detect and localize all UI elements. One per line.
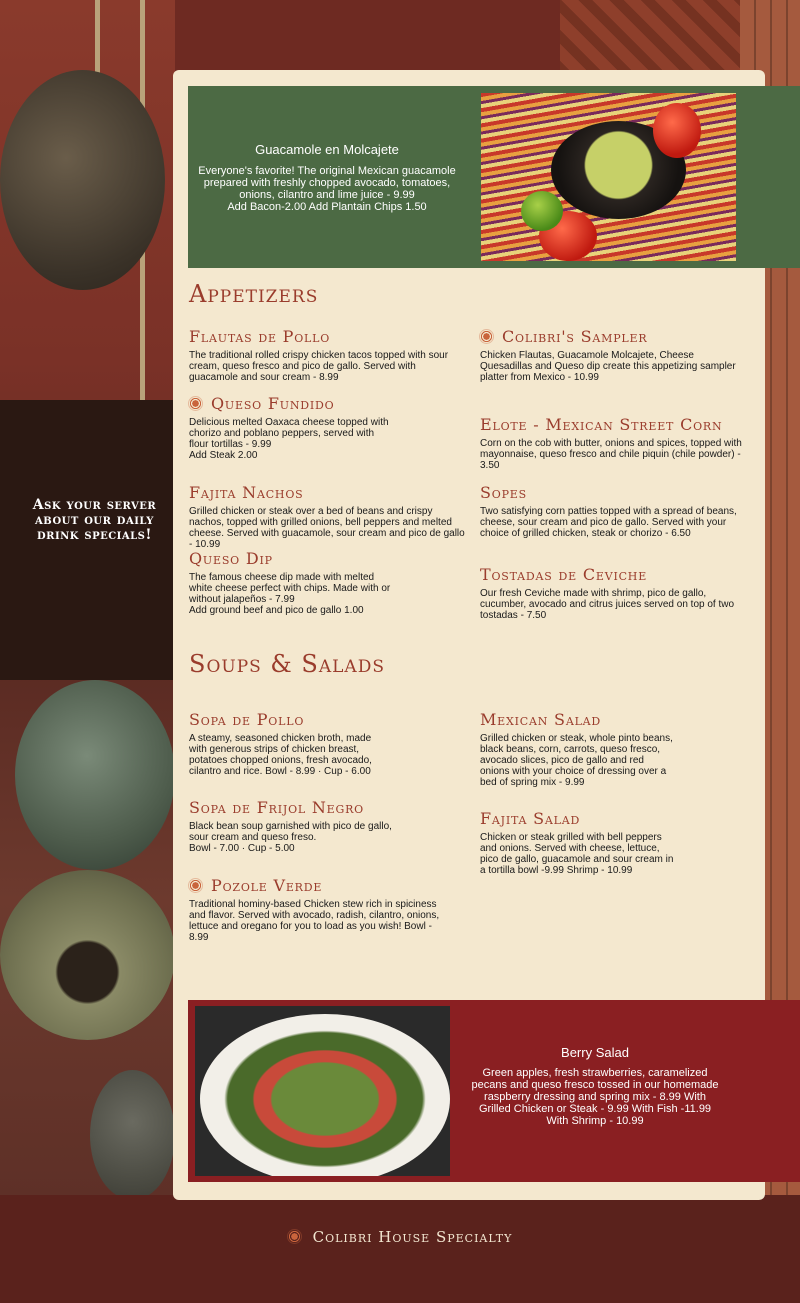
item-name: Sopes (480, 483, 527, 502)
item-extra: Add Steak 2.00 (189, 450, 258, 461)
sun-icon (480, 330, 493, 343)
lime-image (521, 191, 563, 231)
item-name: Queso Dip (189, 549, 273, 568)
menu-item (189, 549, 399, 616)
item-name: Pozole Verde (189, 876, 449, 895)
item-name: Tostadas de Ceviche (480, 565, 648, 584)
menu-item (480, 483, 750, 539)
item-name: Colibri's Sampler (480, 327, 740, 346)
item-name: Queso Fundido (189, 394, 394, 413)
item-description: Two satisfying corn patties topped with a spread of beans, cheese, sour cream and pico de gallo. Served with your choice of grilled chicken, steak or chorizo - 6.50 (480, 506, 737, 539)
item-description: A steamy, seasoned chicken broth, made with generous strips of chicken breast, potatoes chopped onions, fresh avocado, cilantro and rice. Bowl - 8.99 · Cup - 6.00 (189, 733, 372, 777)
item-description: Grilled chicken or steak, whole pinto beans, black beans, corn, carrots, queso fresco, avocado slices, pico de gallo and red onions with your choice of dressing over a bed of spring mix - 9.99 (480, 733, 673, 788)
guacamole-photo (481, 93, 736, 261)
berry-salad-photo (195, 1006, 450, 1176)
featured-description: Everyone's favorite! The original Mexican guacamole prepared with freshly chopped avocado, tomatoes, onions, cilantro and lime juice - 9.99 Add Bacon-2.00 Add Plantain Chips 1.50 (198, 165, 456, 213)
sun-icon (189, 879, 202, 892)
clay-pot-image (90, 1070, 175, 1200)
item-description: Chicken or steak grilled with bell peppers and onions. Served with cheese, lettuce, pico de gallo, guacamole and sour cream in a tortilla bowl -9.99 Shrimp - 10.99 (480, 832, 674, 876)
item-description: Chicken Flautas, Guacamole Molcajete, Cheese Quesadillas and Queso dip create this appetizing sampler platter from Mexico - 10.99 (480, 350, 736, 383)
berry-salad-text (470, 1045, 720, 1127)
item-name: Flautas de Pollo (189, 327, 331, 346)
clay-pot-image (15, 680, 175, 870)
item-description: Grilled chicken or steak over a bed of beans and crispy nachos, topped with grilled onions, bell peppers and melted cheese. Served with guacamole, sour cream and pico de gallo - 10.99 (189, 506, 465, 550)
item-description: Black bean soup garnished with pico de gallo, sour cream and queso freso. (189, 821, 392, 843)
item-name: Fajita Salad (480, 809, 581, 828)
clay-pot-image (0, 870, 175, 1040)
item-name: Elote - Mexican Street Corn (480, 415, 723, 434)
sun-icon (189, 397, 202, 410)
menu-item (189, 710, 389, 777)
salad-plate (200, 1014, 450, 1176)
item-description: The traditional rolled crispy chicken tacos topped with sour cream, queso fresco and pico de gallo. Served with guacamole and sour cream - 8.99 (189, 350, 449, 383)
menu-item (480, 327, 740, 383)
item-description: The famous cheese dip made with melted white cheese perfect with chips. Made with or without jalapeños - 7.99 (189, 572, 391, 605)
featured-title: Guacamole en Molcajete (255, 142, 399, 157)
item-extra: Bowl - 7.00 · Cup - 5.00 (189, 843, 295, 854)
clay-pot-image (0, 70, 165, 290)
menu-item (189, 483, 469, 550)
drink-specials-note: Ask your server about our daily drink specials! (32, 497, 157, 543)
menu-item (189, 394, 394, 461)
menu-item (480, 809, 680, 876)
pepper-image (653, 103, 701, 158)
menu-item (480, 415, 745, 471)
item-description: Traditional hominy-based Chicken stew rich in spiciness and flavor. Served with avocado, radish, cilantro, onions, lettuce and oregano for you to load as you wish! Bowl - 8.99 (189, 899, 440, 943)
item-extra: Add ground beef and pico de gallo 1.00 (189, 605, 364, 616)
item-description: Our fresh Ceviche made with shrimp, pico de gallo, cucumber, avocado and citrus juices served on top of two tostadas - 7.50 (480, 588, 735, 621)
footer-band (0, 1195, 800, 1303)
menu-item (480, 710, 675, 788)
menu-item (189, 876, 449, 943)
item-description: Delicious melted Oaxaca cheese topped with chorizo and poblano peppers, served with flour tortillas - 9.99 (189, 417, 389, 450)
item-name: Sopa de Pollo (189, 710, 305, 729)
section-title-appetizers: Appetizers (189, 280, 319, 308)
featured-text (196, 142, 458, 213)
berry-salad-title: Berry Salad (561, 1045, 629, 1060)
menu-item (189, 798, 394, 854)
item-name: Fajita Nachos (189, 483, 304, 502)
item-name: Sopa de Frijol Negro (189, 798, 364, 817)
sun-icon (288, 1230, 301, 1243)
menu-item (480, 565, 750, 621)
house-specialty-legend: Colibri House Specialty (0, 1228, 800, 1246)
item-name: Mexican Salad (480, 710, 602, 729)
item-description: Corn on the cob with butter, onions and spices, topped with mayonnaise, queso fresco and chile piquin (chile powder) - 3.50 (480, 438, 742, 471)
menu-item (189, 327, 459, 383)
berry-salad-description: Green apples, fresh strawberries, caramelized pecans and queso fresco tossed in our homemade raspberry dressing and spring mix - 8.99 With Grilled Chicken or Steak - 9.99 With Fish -11.99 With Shrimp - 10.99 (471, 1067, 719, 1127)
section-title-soups-salads: Soups & Salads (189, 650, 385, 678)
